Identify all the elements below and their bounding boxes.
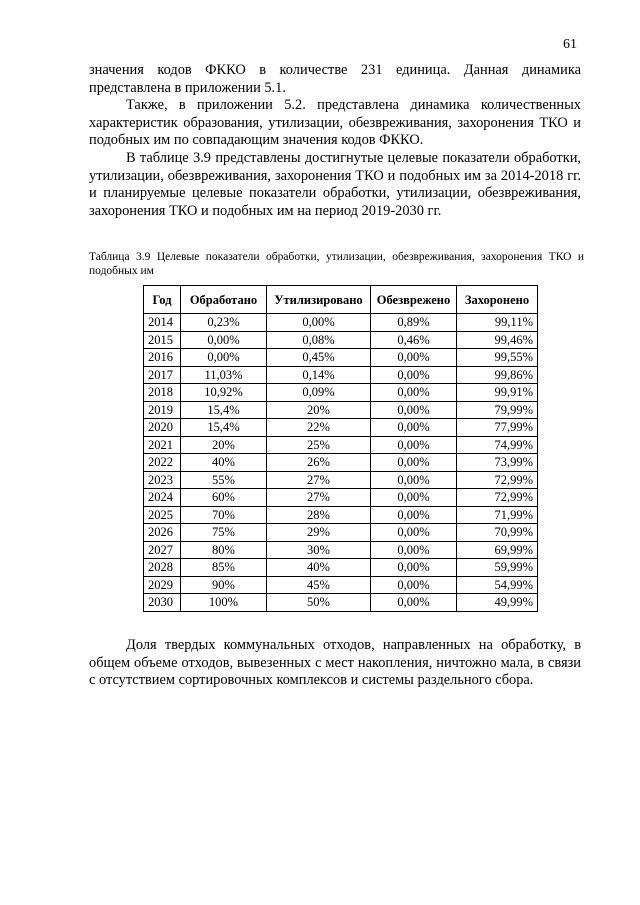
cell-processed: 55% [181,471,267,489]
cell-buried: 74,99% [457,436,538,454]
cell-neutralized: 0,00% [371,489,457,507]
cell-year: 2024 [144,489,181,507]
cell-year: 2027 [144,541,181,559]
cell-processed: 85% [181,559,267,577]
cell-processed: 11,03% [181,366,267,384]
cell-neutralized: 0,46% [371,331,457,349]
cell-buried: 99,55% [457,349,538,367]
cell-processed: 60% [181,489,267,507]
cell-year: 2022 [144,454,181,472]
cell-buried: 99,46% [457,331,538,349]
cell-neutralized: 0,00% [371,524,457,542]
cell-buried: 54,99% [457,576,538,594]
cell-processed: 0,00% [181,331,267,349]
cell-processed: 80% [181,541,267,559]
cell-utilized: 28% [267,506,371,524]
cell-neutralized: 0,00% [371,559,457,577]
cell-processed: 75% [181,524,267,542]
cell-utilized: 0,00% [267,314,371,332]
cell-utilized: 25% [267,436,371,454]
table-row [144,349,538,367]
cell-buried: 59,99% [457,559,538,577]
cell-year: 2015 [144,331,181,349]
table-row [144,594,538,612]
cell-buried: 72,99% [457,489,538,507]
cell-year: 2018 [144,384,181,402]
cell-neutralized: 0,00% [371,471,457,489]
cell-buried: 72,99% [457,471,538,489]
paragraph-conclusion: Доля твердых коммунальных отходов, направленных на обработку, в общем объеме отходов, вывезенных с мест накопления, ничтожно мала, в связи с отсутствием сортировочных комплексов и системы раздельного сбора. [89,637,581,689]
cell-processed: 10,92% [181,384,267,402]
cell-processed: 0,00% [181,349,267,367]
table-body [144,314,538,612]
cell-neutralized: 0,00% [371,384,457,402]
cell-buried: 71,99% [457,506,538,524]
cell-year: 2023 [144,471,181,489]
cell-year: 2029 [144,576,181,594]
table-row [144,384,538,402]
table-row [144,576,538,594]
cell-year: 2026 [144,524,181,542]
header-utilized: Утилизировано [267,286,371,314]
cell-processed: 90% [181,576,267,594]
cell-buried: 99,91% [457,384,538,402]
cell-buried: 77,99% [457,419,538,437]
paragraph-appendix: Также, в приложении 5.2. представлена динамика количественных характеристик образования, утилизации, обезвреживания, захоронения ТКО и подобных им по совпадающим значения кодов ФККО. [89,97,581,149]
cell-utilized: 20% [267,401,371,419]
cell-buried: 99,86% [457,366,538,384]
header-buried: Захоронено [457,286,538,314]
header-neutralized: Обезврежено [371,286,457,314]
table-row [144,454,538,472]
table-row [144,314,538,332]
cell-processed: 15,4% [181,401,267,419]
cell-neutralized: 0,00% [371,401,457,419]
cell-neutralized: 0,00% [371,576,457,594]
cell-neutralized: 0,00% [371,454,457,472]
cell-buried: 69,99% [457,541,538,559]
cell-buried: 99,11% [457,314,538,332]
cell-utilized: 0,08% [267,331,371,349]
cell-neutralized: 0,00% [371,541,457,559]
cell-year: 2030 [144,594,181,612]
cell-neutralized: 0,89% [371,314,457,332]
cell-year: 2016 [144,349,181,367]
table-row [144,401,538,419]
cell-year: 2020 [144,419,181,437]
header-year: Год [144,286,181,314]
cell-buried: 70,99% [457,524,538,542]
cell-utilized: 0,09% [267,384,371,402]
cell-year: 2017 [144,366,181,384]
cell-neutralized: 0,00% [371,594,457,612]
cell-processed: 40% [181,454,267,472]
cell-utilized: 27% [267,489,371,507]
table-header-row [144,286,538,314]
table-row [144,419,538,437]
cell-utilized: 29% [267,524,371,542]
cell-neutralized: 0,00% [371,436,457,454]
header-processed: Обработано [181,286,267,314]
cell-utilized: 27% [267,471,371,489]
table-row [144,506,538,524]
cell-utilized: 0,14% [267,366,371,384]
cell-buried: 79,99% [457,401,538,419]
cell-processed: 15,4% [181,419,267,437]
table-caption: Таблица 3.9 Целевые показатели обработки, утилизации, обезвреживания, захоронения ТКО и подобных им [89,251,584,277]
cell-year: 2025 [144,506,181,524]
cell-neutralized: 0,00% [371,419,457,437]
cell-processed: 100% [181,594,267,612]
cell-year: 2014 [144,314,181,332]
cell-year: 2028 [144,559,181,577]
cell-utilized: 0,45% [267,349,371,367]
cell-neutralized: 0,00% [371,349,457,367]
cell-utilized: 45% [267,576,371,594]
targets-table [143,285,538,612]
table-row [144,524,538,542]
table-row [144,559,538,577]
cell-processed: 70% [181,506,267,524]
cell-processed: 0,23% [181,314,267,332]
cell-utilized: 26% [267,454,371,472]
cell-buried: 73,99% [457,454,538,472]
table-row [144,489,538,507]
cell-neutralized: 0,00% [371,506,457,524]
cell-year: 2021 [144,436,181,454]
cell-utilized: 40% [267,559,371,577]
cell-utilized: 30% [267,541,371,559]
cell-year: 2019 [144,401,181,419]
cell-utilized: 50% [267,594,371,612]
cell-processed: 20% [181,436,267,454]
table-row [144,331,538,349]
cell-buried: 49,99% [457,594,538,612]
cell-utilized: 22% [267,419,371,437]
paragraph-intro: значения кодов ФККО в количестве 231 единица. Данная динамика представлена в приложении 5.1. [89,62,581,96]
table-row [144,541,538,559]
table-row [144,471,538,489]
page-number: 61 [563,37,577,52]
paragraph-table-reference: В таблице 3.9 представлены достигнутые целевые показатели обработки, утилизации, обезвреживания, захоронения ТКО и подобных им за 2014-2018 гг. и планируемые целевые показатели обработки, утилизации, обезвреживания, захоронения ТКО и подобных им на период 2019-2030 гг. [89,150,581,219]
cell-neutralized: 0,00% [371,366,457,384]
table-row [144,366,538,384]
table-row [144,436,538,454]
